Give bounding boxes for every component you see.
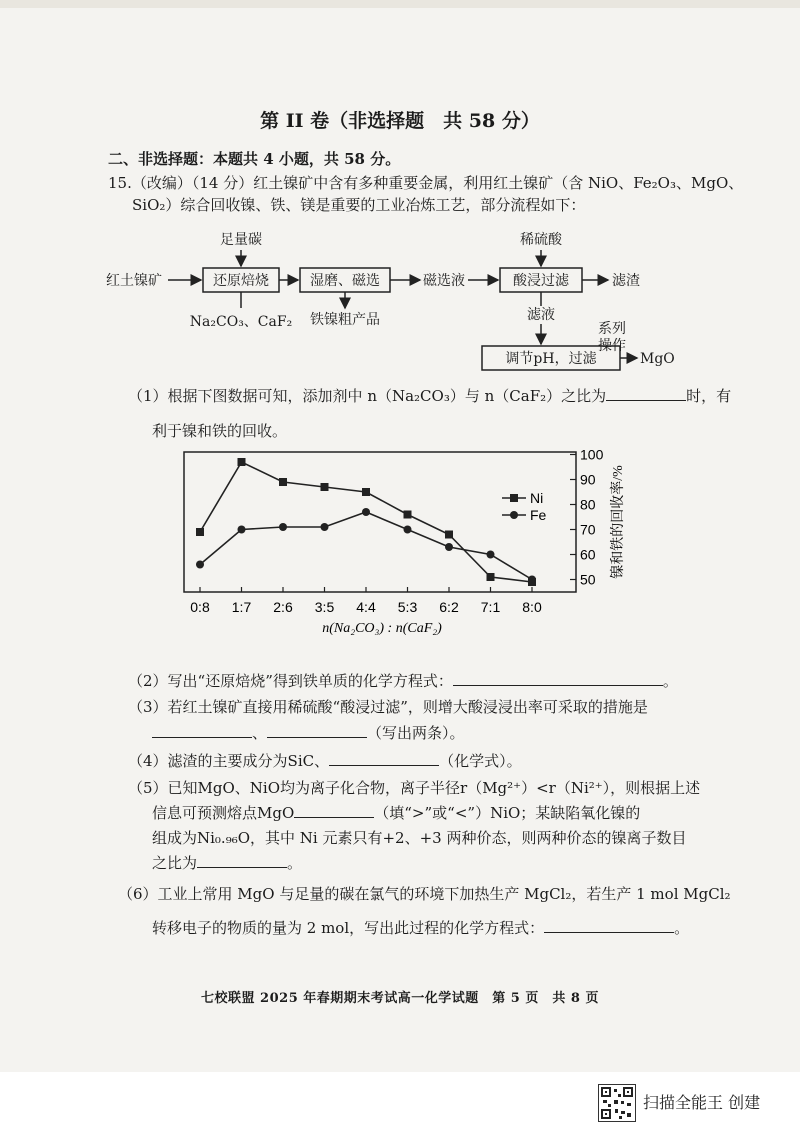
scan-top-band [0,0,800,8]
series-fe-point [238,526,246,534]
y-axis [570,447,604,588]
x-tick-label: 0:8 [190,599,210,615]
flow-additive: Na₂CO₃、CaF₂ [189,314,293,330]
scanner-label: 扫描全能王 创建 [643,1093,761,1112]
x-axis [190,587,542,615]
q2-answer-blank[interactable] [453,684,663,686]
flow-ph-label: 调节pH，过滤 [505,351,597,367]
q6-answer-blank[interactable] [544,931,674,933]
q5-line1: （5）已知MgO、NiO均为离子化合物，离子半径r（Mg²⁺）<r（Ni²⁺），则根据上述 [128,779,701,797]
q4-tail: （化学式）。 [439,752,522,770]
q3-answer-blank-1[interactable] [152,736,252,738]
y-tick-label: 90 [580,471,596,488]
q1-answer-blank[interactable] [606,399,686,401]
flow-grind-label: 湿磨、磁选 [310,273,380,289]
q15-intro-line2: SiO₂）综合回收镍、铁、镁是重要的工业冶炼工艺，部分流程如下： [132,196,586,214]
process-flow-diagram [0,220,800,380]
series-fe-point [404,526,412,534]
series-fe-point [279,523,287,531]
q3-answer-blank-2[interactable] [267,736,367,738]
q1-line2: 利于镍和铁的回收。 [152,422,288,440]
x-tick-label: 8:0 [522,599,542,615]
legend [502,490,547,523]
section-title: 第 II 卷（非选择题 共 58 分） [260,110,540,132]
series [196,458,536,586]
q4-line [128,750,522,771]
q5-line3: 组成为Ni₀.₉₆O，其中 Ni 元素只有+2、+3 两种价态，则两种价态的镍离子数目 [152,829,687,847]
q2-text: （2）写出“还原焙烧”得到铁单质的化学方程式： [128,672,453,690]
q5-text-b: （填“>”或“<”）NiO；某缺陷氧化镍的 [374,804,641,822]
q2-line [128,670,678,691]
q5-text-c: 之比为 [152,854,198,872]
legend-fe-label: Fe [530,507,547,523]
x-axis-label: n(Na₂CO₃) : n(CaF₂) [322,621,442,636]
series-fe-point [196,561,204,569]
series-fe-point [321,523,329,531]
y-tick-label: 50 [580,571,596,588]
y-tick-label: 60 [580,546,596,563]
series-ni-point [487,573,495,581]
series-ni-point [362,488,370,496]
q3-line2 [152,722,465,743]
flow-residue: 滤渣 [612,273,640,289]
legend-fe-marker [510,511,518,519]
x-tick-label: 5:3 [397,599,418,615]
flow-series-1: 系列 [598,321,626,337]
q4-answer-blank[interactable] [329,764,439,766]
flow-top-carbon: 足量碳 [220,232,262,248]
flow-raw: 红土镍矿 [106,273,162,289]
q5-text-a: 信息可预测熔点MgO [152,804,295,822]
x-tick-label: 6:2 [439,599,459,615]
x-tick-label: 1:7 [231,599,252,615]
q3-tail: （写出两条）。 [367,724,465,742]
flow-roast-label: 还原焙烧 [213,273,269,289]
flow-filtrate: 滤液 [527,307,555,323]
recovery-rate-chart [0,440,800,640]
series-fe-point [445,543,453,551]
q15-intro-line1: 15.（改编）（14 分）红土镍矿中含有多种重要金属，利用红土镍矿（含 NiO、Fe₂O₃、MgO、 [108,174,744,192]
series-ni-point [279,478,287,486]
q1-line1 [128,385,731,406]
flow-final-mgo: MgO [640,351,675,367]
page-footer: 七校联盟 2025 年春期期末考试高一化学试题 第 5 页 共 8 页 [201,991,599,1006]
q3-sep: 、 [252,724,268,742]
y-tick-label: 100 [580,446,604,463]
series-fe-point [487,551,495,559]
q4-text: （4）滤渣的主要成分为SiC、 [128,752,330,770]
flow-leach-label: 酸浸过滤 [513,273,569,289]
q2-end: 。 [662,672,678,690]
series-fe-point [362,508,370,516]
flow-product: 铁镍粗产品 [310,312,380,328]
series-fe-point [528,576,536,584]
q5-line2 [152,802,640,823]
series-ni-point [196,528,204,536]
series-ni-point [445,531,453,539]
flow-liquor: 磁选液 [423,273,465,289]
legend-ni-marker [510,494,518,502]
x-tick-label: 7:1 [480,599,501,615]
legend-ni-label: Ni [530,490,544,506]
series-ni-point [321,483,329,491]
q6-line2 [152,917,689,938]
y-tick-label: 80 [580,496,596,513]
q6-line1: （6）工业上常用 MgO 与足量的碳在氯气的环境下加热生产 MgCl₂，若生产 1 mol MgCl₂ [118,885,731,903]
x-tick-label: 3:5 [314,599,335,615]
q5-answer-blank-2[interactable] [197,866,287,868]
q6-end: 。 [674,919,690,937]
flow-top-acid: 稀硫酸 [520,232,562,248]
q6-text: 转移电子的物质的量为 2 mol，写出此过程的化学方程式： [152,919,545,937]
flow-series-2: 操作 [598,338,626,354]
q5-answer-blank-1[interactable] [294,816,374,818]
qr-code-icon [598,1084,636,1122]
series-ni-point [238,458,246,466]
x-tick-label: 4:4 [356,599,376,615]
q1-text-b: 时，有 [686,387,732,405]
x-tick-label: 2:6 [273,599,293,615]
y-tick-label: 70 [580,521,596,538]
series-ni-point [404,511,412,519]
series-ni-line [200,462,532,582]
section-heading: 二、非选择题：本题共 4 小题，共 58 分。 [108,150,401,168]
q5-line4 [152,852,302,873]
q3-line1: （3）若红土镍矿直接用稀硫酸“酸浸过滤”，则增大酸浸浸出率可采取的措施是 [128,698,648,716]
q5-text-d: 。 [287,854,303,872]
q1-text-a: （1）根据下图数据可知，添加剂中 n（Na₂CO₃）与 n（CaF₂）之比为 [128,387,607,405]
y-axis-label: 镍和铁的回收率/% [611,465,626,579]
